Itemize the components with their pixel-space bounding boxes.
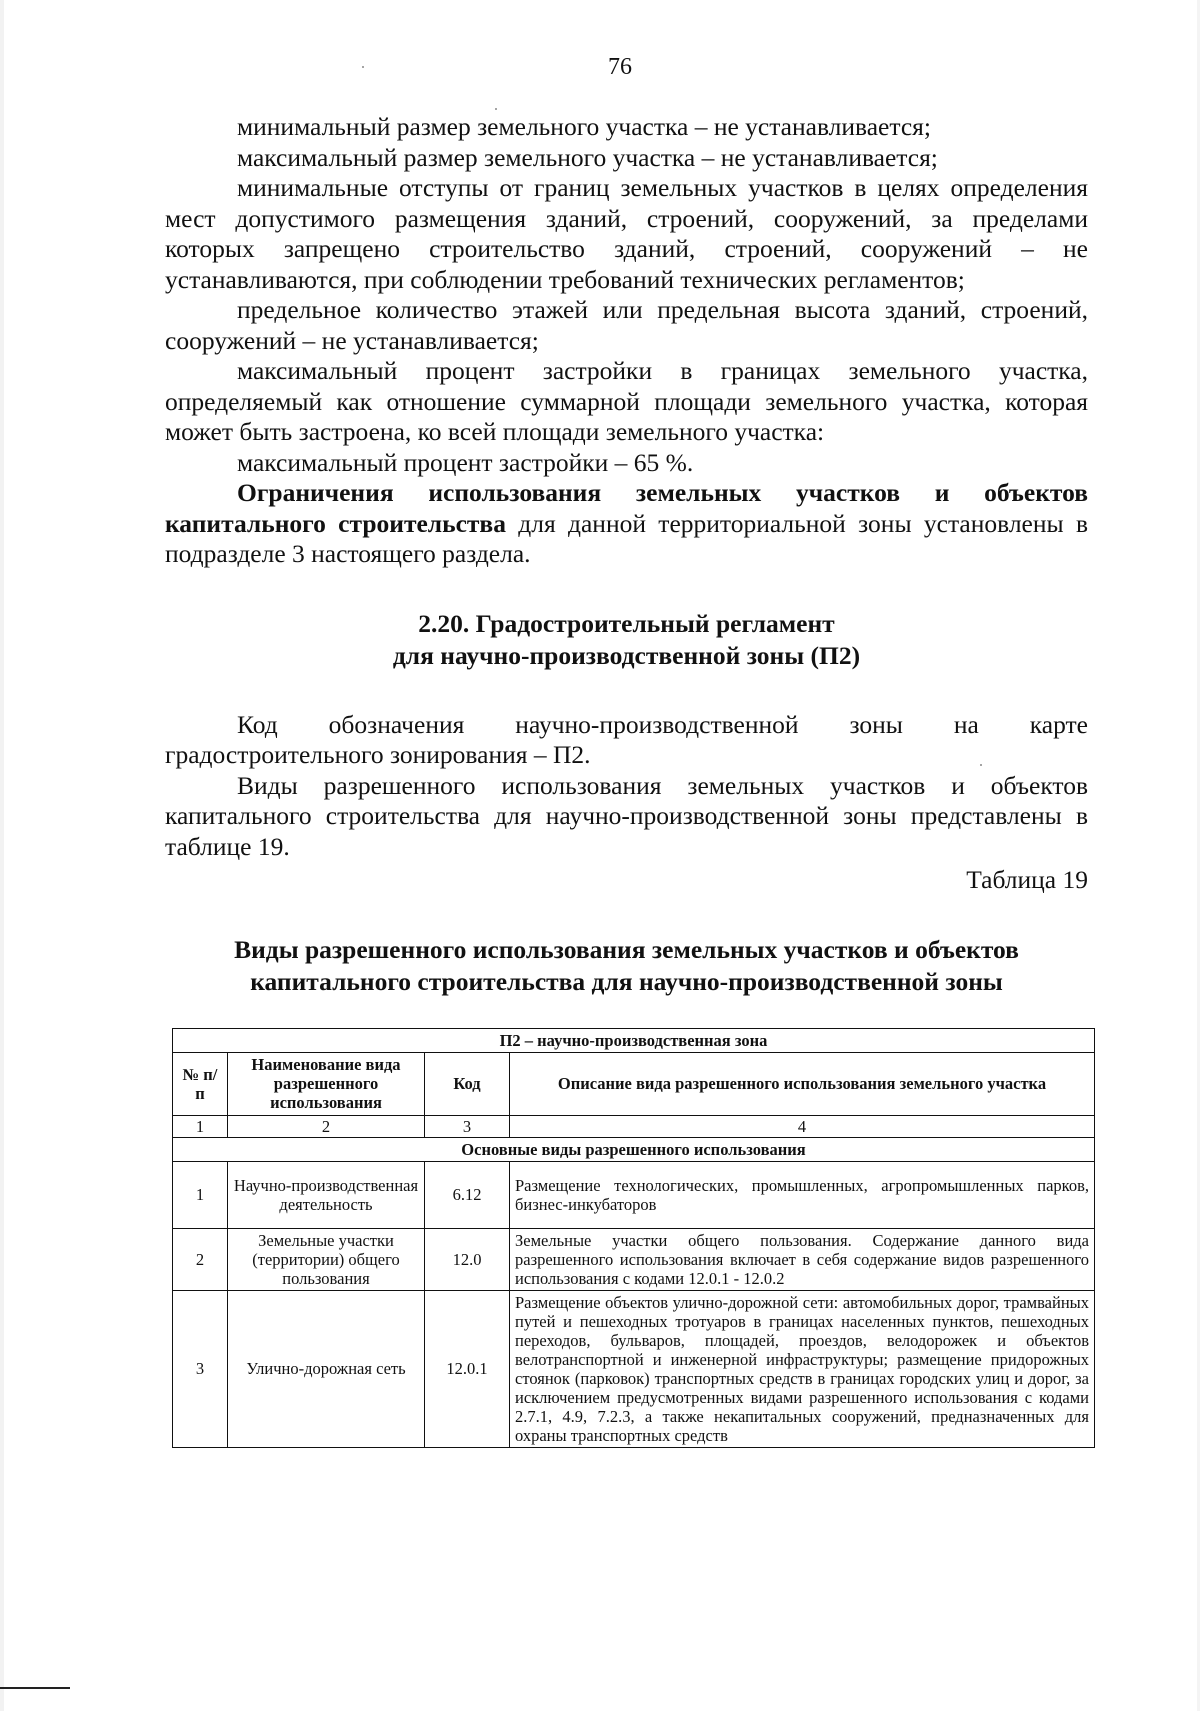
paragraph: максимальный процент застройки в границах земельного участка, определяемый как отношение суммарной площади земельного участка, которая может быть застроена, ко всей площади земельного участка:	[165, 356, 1088, 446]
table-column-header-row	[173, 1052, 1095, 1115]
use-code-cell: 12.0	[425, 1228, 510, 1290]
restrictions-paragraph	[165, 478, 1088, 570]
paragraph: минимальный размер земельного участка – не устанавливается;	[237, 112, 931, 141]
table-group-header-row	[173, 1137, 1095, 1161]
paragraph: максимальный процент застройки – 65 %.	[237, 447, 694, 477]
row-number-cell: 2	[173, 1228, 228, 1290]
row-number-cell: 1	[173, 1161, 228, 1228]
use-name-cell: Земельные участки (территории) общего пользования	[228, 1228, 425, 1290]
column-header: Наименование вида разрешенного использования	[228, 1052, 425, 1115]
paragraph: предельное количество этажей или предельная высота зданий, строений, сооружений – не устанавливается;	[165, 295, 1088, 355]
column-header: Описание вида разрешенного использования земельного участка	[510, 1052, 1095, 1115]
table-zone-header-row	[173, 1028, 1095, 1052]
use-code-cell: 12.0.1	[425, 1290, 510, 1447]
column-header: № п/п	[173, 1052, 228, 1115]
table-row	[173, 1290, 1095, 1447]
table-title-line: Виды разрешенного использования земельных участков и объектов	[234, 934, 1019, 964]
scan-bottom-mark	[0, 1687, 70, 1689]
document-body	[165, 112, 1088, 1448]
restrictions-text: для данной территориальной зоны установлены в подразделе 3 настоящего раздела.	[165, 508, 1089, 568]
use-description-cell: Земельные участки общего пользования. Содержание данного вида разрешенного использования включает в себя содержание видов разрешенного использования с кодами 12.0.1 - 12.0.2	[510, 1228, 1095, 1290]
scan-speck	[495, 108, 497, 110]
column-number: 4	[510, 1115, 1095, 1137]
table-row	[173, 1161, 1095, 1228]
use-name-cell: Научно-производственная деятельность	[228, 1161, 425, 1228]
table-column-number-row	[173, 1115, 1095, 1137]
column-number: 2	[228, 1115, 425, 1137]
table-row	[173, 1228, 1095, 1290]
paragraph: максимальный размер земельного участка – не устанавливается;	[237, 142, 938, 172]
section-heading	[165, 608, 1088, 672]
use-description-cell: Размещение объектов улично-дорожной сети: автомобильных дорог, трамвайных путей и пешеходных тротуаров в границах населенных пунктов, пешеходных переходов, бульваров, площадей, проездов, велодорожек и объектов велотранспортной и инженерной инфраструктуры; размещение придорожных стоянок (парковок) транспортных средств в границах городских улиц и дорог, за исключением предусмотренных видами разрешенного использования с кодами 2.7.1, 4.9, 7.2.3, а также некапитальных сооружений, предназначенных для охраны транспортных средств	[510, 1290, 1095, 1447]
use-name-cell: Улично-дорожная сеть	[228, 1290, 425, 1447]
paragraph: минимальные отступы от границ земельных участков в целях определения мест допустимого размещения зданий, строений, сооружений, за пределами которых запрещено строительство зданий, строений, сооружений – не устанавливаются, при соблюдении требований технических регламентов;	[165, 173, 1088, 294]
page-number: 76	[608, 54, 632, 80]
table-caption: Таблица 19	[966, 865, 1088, 894]
paragraph: Код обозначения научно-производственной зоны на карте градостроительного зонирования – П2.	[165, 709, 1088, 769]
row-number-cell: 3	[173, 1290, 228, 1447]
land-use-table	[172, 1028, 1095, 1448]
group-header-cell: Основные виды разрешенного использования	[173, 1137, 1095, 1161]
column-header: Код	[425, 1052, 510, 1115]
use-description-cell: Размещение технологических, промышленных, агропромышленных парков, бизнес-инкубаторов	[510, 1161, 1095, 1228]
use-code-cell: 6.12	[425, 1161, 510, 1228]
column-number: 1	[173, 1115, 228, 1137]
scan-edge-left	[0, 0, 4, 1711]
restrictions-bold-text: Ограничения использования земельных участков и объектов капитального строительства	[165, 478, 1088, 538]
zone-header-cell: П2 – научно-производственная зона	[173, 1028, 1095, 1052]
table-title	[165, 934, 1088, 998]
table-title-line: капитального строительства для научно-производственной зоны	[250, 966, 1003, 996]
paragraph: Виды разрешенного использования земельных участков и объектов капитального строительства для научно-производственной зоны представлены в таблице 19.	[165, 770, 1088, 861]
column-number: 3	[425, 1115, 510, 1137]
section-heading-line: для научно-производственной зоны (П2)	[392, 640, 861, 670]
section-heading-line: 2.20. Градостроительный регламент	[418, 608, 835, 638]
